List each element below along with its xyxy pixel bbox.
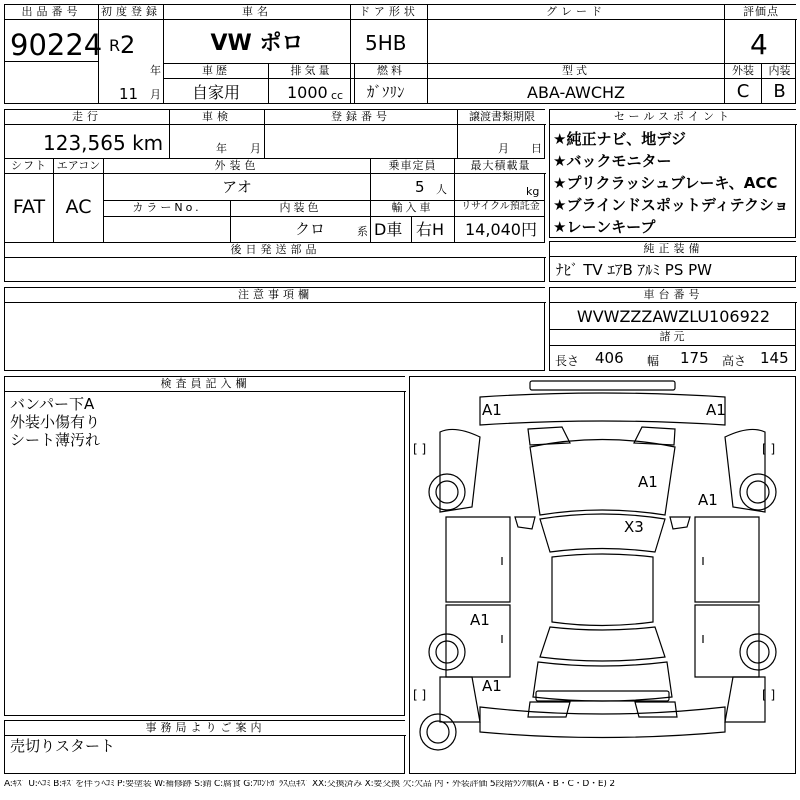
exterior-color-header: 外装色 [104, 159, 370, 174]
car-name-header: 車名 [164, 5, 350, 20]
vin-value: WVWZZZAWZLU106922 [576, 307, 771, 326]
height-value: 145 [760, 349, 789, 367]
import-header: 輸入車 [391, 201, 434, 214]
office-notice-message: 売切りスタート [10, 737, 116, 755]
damage-mark-roof: X3 [624, 518, 644, 536]
sales-point-item: ★ブラインドスポットディテクショ [553, 196, 789, 214]
sales-points-section [549, 109, 796, 238]
damage-mark-left-rear: A1 [482, 677, 502, 695]
damage-mark-right-fender: A1 [698, 491, 718, 509]
model-header: 型式 [562, 64, 590, 77]
exterior-grade-header: 外装 [732, 64, 754, 77]
bracket-mark: [ ] [413, 688, 427, 702]
interior-grade-header: 内装 [768, 64, 791, 77]
color-number-header: カラーNo. [132, 201, 202, 214]
exterior-grade: C [736, 81, 750, 102]
capacity-unit: 人 [436, 183, 447, 196]
interior-grade: B [773, 81, 786, 102]
chassis-header: 車台番号 [550, 288, 797, 303]
lot-number-header: 出品番号 [5, 5, 98, 20]
equipment-section [549, 241, 796, 282]
office-notice-header: 事務局よりご案内 [5, 721, 406, 736]
fuel-value: ｶﾞｿﾘﾝ [367, 83, 405, 101]
registration-month: 11 [119, 85, 139, 103]
transfer-deadline-header: 譲渡書類期限 [458, 110, 546, 125]
damage-mark-hood: A1 [638, 473, 658, 491]
later-parts-header: 後日発送部品 [5, 243, 546, 258]
grade-header: グレード [428, 5, 724, 20]
shift-header: シフト [5, 159, 53, 174]
score-value: 4 [750, 28, 768, 61]
displacement-value: 1000 [287, 83, 328, 102]
car-diagram [410, 377, 795, 773]
damage-mark-front-left: A1 [482, 401, 502, 419]
shift-value: FAT [12, 196, 46, 218]
capacity-value: 5 [415, 178, 425, 196]
width-value: 175 [680, 349, 709, 367]
bracket-mark: [ ] [413, 442, 427, 456]
exterior-color-value: アオ [222, 178, 252, 196]
max-load-header: 最大積載量 [455, 159, 546, 174]
vehicle-details-section [4, 109, 545, 282]
damage-mark-left-rear-door: A1 [470, 611, 490, 629]
car-name: VW ポロ [210, 31, 304, 56]
displacement-unit: cc [331, 89, 344, 102]
sales-point-item: ★純正ナビ、地デジ [553, 130, 686, 148]
office-notice-section [4, 720, 405, 774]
registration-number-header: 登録番号 [265, 110, 457, 125]
inspection-header: 車検 [170, 110, 264, 125]
score-header: 評価点 [725, 5, 797, 20]
inspection-month-unit: 月 [250, 142, 261, 155]
car-diagram-section [409, 376, 796, 774]
history-header: 車歴 [202, 64, 230, 77]
model-value: ABA-AWCHZ [527, 83, 625, 102]
year-unit: 年 [150, 64, 161, 77]
sales-point-item: ★バックモニター [553, 152, 672, 170]
length-value: 406 [595, 349, 624, 367]
first-registration-header: 初度登録 [101, 5, 161, 18]
sales-point-item: ★プリクラッシュブレーキ、ACC [553, 174, 778, 192]
month-unit: 月 [150, 88, 161, 101]
inspector-header: 検査員記入欄 [5, 377, 406, 392]
recycle-header: リサイクル預託金 [461, 201, 540, 212]
lot-number: 90224 [10, 28, 103, 62]
inspection-year-unit: 年 [216, 142, 227, 155]
bracket-mark: [ ] [762, 442, 776, 456]
capacity-header: 乗車定員 [371, 159, 454, 174]
door-type: 5HB [365, 31, 407, 55]
specs-header: 諸元 [659, 330, 688, 343]
door-header: ドア形状 [351, 5, 427, 20]
interior-color-suffix: 系 [357, 225, 368, 238]
equipment-header: 純正装備 [550, 242, 797, 257]
legend-text: A:ｷｽﾞ U:ﾍｺﾐ B:ｷｽﾞを伴うﾍｺﾐ P:要塗装 W:補修跡 S:錆 C:腐食 G:ﾌﾛﾝﾄｶﾞﾗｽ点ｷｽﾞ XX:交換済み X:要交換 欠:欠品 内・外装評価 5段階ﾗﾝｸ順(A・B・C・D・E) 2 [4, 780, 615, 789]
mileage-header: 走行 [5, 110, 169, 125]
transfer-month-unit: 月 [498, 142, 509, 155]
chassis-section [549, 287, 796, 371]
interior-color-value: クロ [295, 220, 326, 238]
displacement-header: 排気量 [290, 64, 333, 77]
mileage-value: 123,565 km [43, 131, 164, 155]
inspector-note: バンパー下A [10, 395, 95, 413]
damage-mark-front-right: A1 [706, 401, 726, 419]
transfer-day-unit: 日 [531, 142, 542, 155]
import-type: D車 [374, 220, 403, 239]
ac-value: AC [65, 196, 92, 218]
width-label: 幅 [647, 354, 660, 368]
header-section [4, 4, 796, 104]
steering-side: 右H [416, 220, 445, 239]
equipment-value: ﾅﾋﾞ TV ｴｱB ｱﾙﾐ PS PW [556, 261, 712, 279]
sales-points-header: セールスポイント [550, 110, 797, 125]
registration-year: 2 [120, 31, 136, 59]
history-value: 自家用 [191, 83, 240, 102]
sales-point-item: ★レーンキープ [553, 218, 656, 236]
inspector-section [4, 376, 405, 716]
inspector-note: 外装小傷有り [10, 413, 101, 431]
fuel-header: 燃料 [377, 64, 405, 77]
load-unit: kg [526, 185, 540, 198]
inspector-note: シート薄汚れ [10, 431, 101, 449]
notes-section [4, 287, 545, 371]
ac-header: エアコン [54, 159, 103, 174]
interior-color-header: 内装色 [279, 201, 322, 214]
recycle-value: 14,040円 [465, 220, 537, 239]
notes-header: 注意事項欄 [5, 288, 546, 303]
bracket-mark: [ ] [762, 688, 776, 702]
length-label: 長さ [555, 354, 580, 368]
era-label: R [109, 36, 121, 55]
height-label: 高さ [722, 354, 747, 368]
